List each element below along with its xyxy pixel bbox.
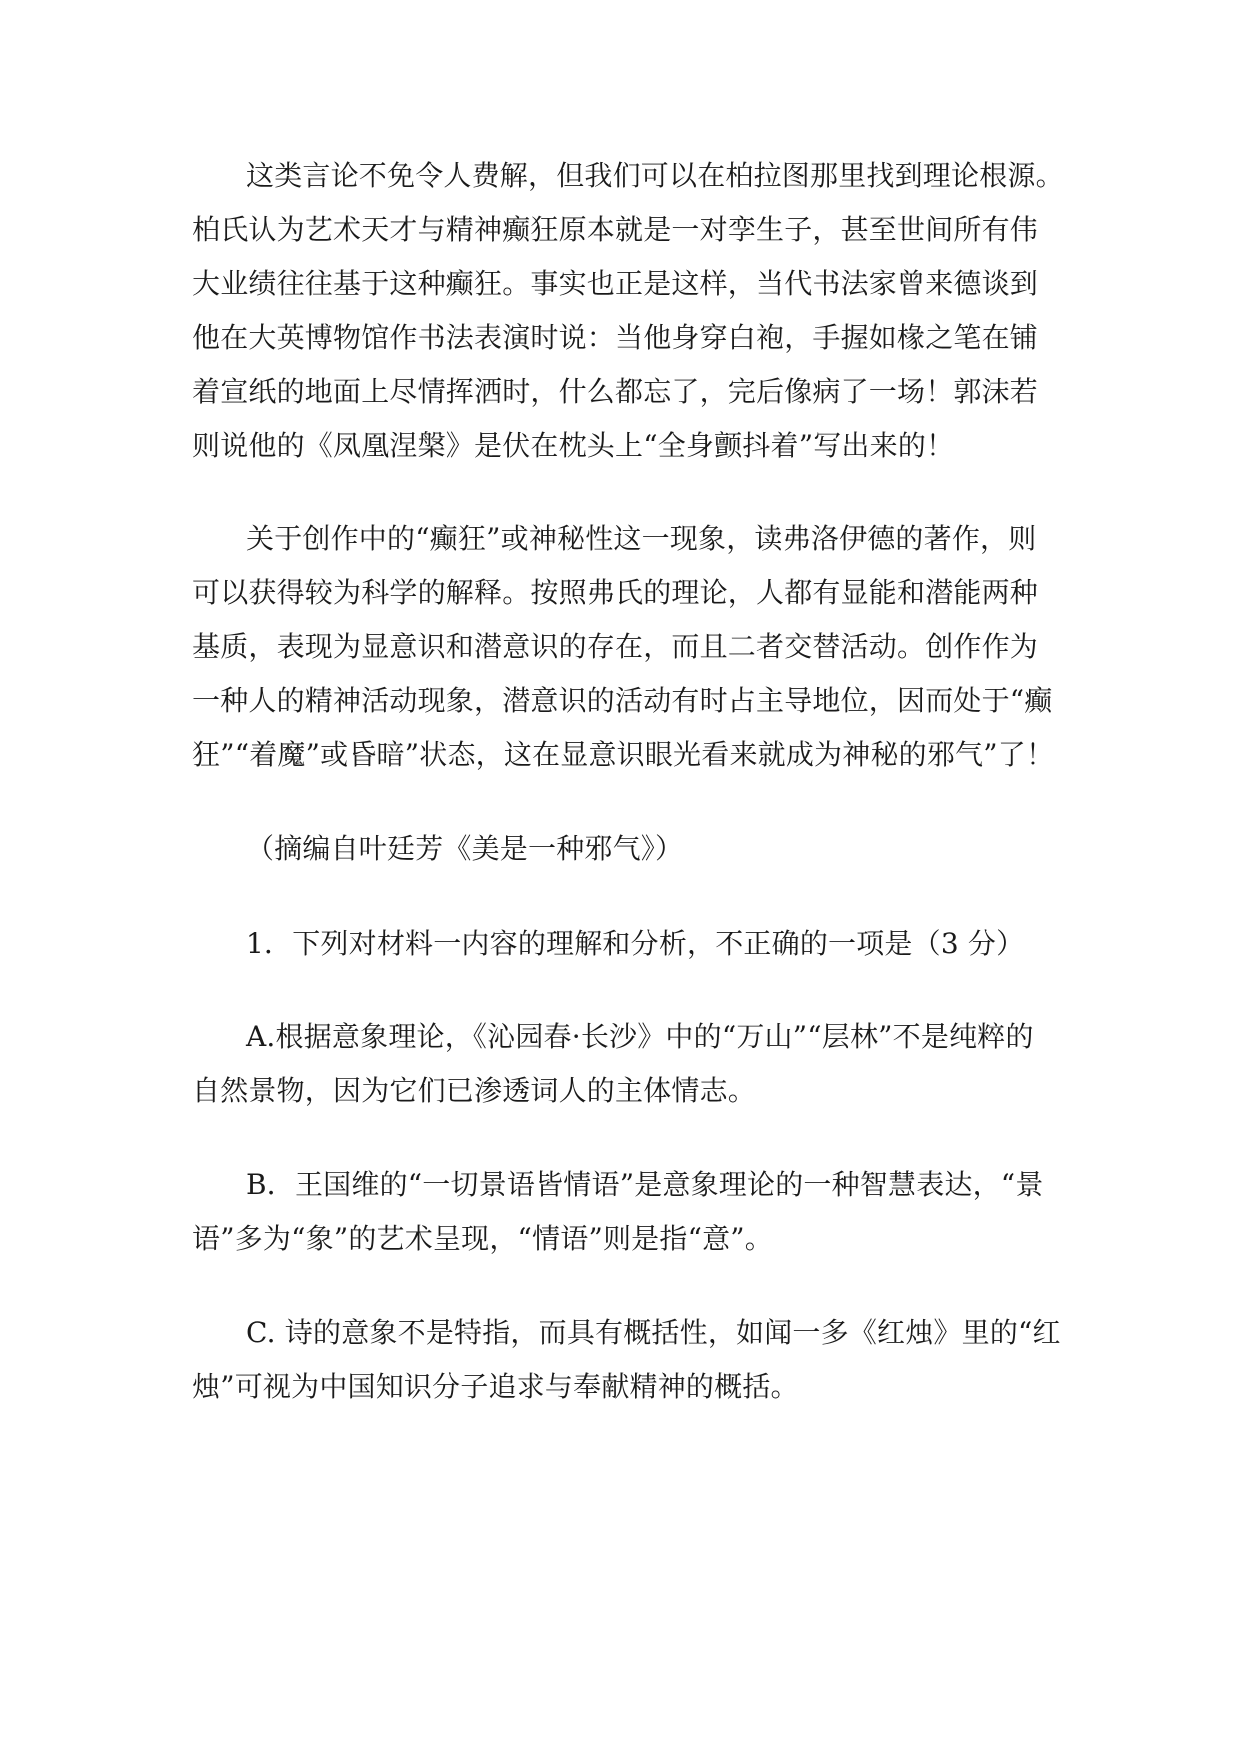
- paragraph-line: 关于创作中的“癫狂”或神秘性这一现象，读弗洛伊德的著作，则: [246, 522, 1037, 555]
- option-line: A.根据意象理论，《沁园春·长沙》中的“万山”“层林”不是纯粹的: [246, 1020, 1034, 1053]
- option-line: 烛”可视为中国知识分子追求与奉献精神的概括。: [192, 1370, 799, 1403]
- paragraph-line: 他在大英博物馆作书法表演时说：当他身穿白袍，手握如椽之笔在铺: [192, 321, 1039, 354]
- option-line: 自然景物，因为它们已渗透词人的主体情志。: [192, 1074, 757, 1107]
- option-line: C. 诗的意象不是特指，而具有概括性，如闻一多《红烛》里的“红: [246, 1316, 1061, 1349]
- paragraph-line: 这类言论不免令人费解，但我们可以在柏拉图那里找到理论根源。: [246, 159, 1064, 192]
- paragraph-line: 大业绩往往基于这种癫狂。事实也正是这样，当代书法家曾来德谈到: [192, 267, 1039, 300]
- paragraph-line: 一种人的精神活动现象，潜意识的活动有时占主导地位，因而处于“癫: [192, 684, 1053, 717]
- paragraph-line: 则说他的《凤凰涅槃》是伏在枕头上“全身颤抖着”写出来的！: [192, 429, 955, 462]
- paragraph-line: 着宣纸的地面上尽情挥洒时，什么都忘了，完后像病了一场！郭沫若: [192, 375, 1039, 408]
- paragraph-line: 基质，表现为显意识和潜意识的存在，而且二者交替活动。创作作为: [192, 630, 1039, 663]
- paragraph-line: 可以获得较为科学的解释。按照弗氏的理论，人都有显能和潜能两种: [192, 576, 1039, 609]
- option-line: B．王国维的“一切景语皆情语”是意象理论的一种智慧表达，“景: [246, 1168, 1044, 1201]
- option-line: 语”多为“象”的艺术呈现，“情语”则是指“意”。: [192, 1222, 774, 1255]
- paragraph-line: 柏氏认为艺术天才与精神癫狂原本就是一对孪生子，甚至世间所有伟: [192, 213, 1039, 246]
- paragraph-line: 狂”“着魔”或昏暗”状态，这在显意识眼光看来就成为神秘的邪气”了！: [192, 738, 1055, 771]
- source-citation: （摘编自叶廷芳《美是一种邪气》）: [246, 832, 684, 865]
- question-stem: 1．下列对材料一内容的理解和分析，不正确的一项是（3 分）: [246, 927, 1025, 960]
